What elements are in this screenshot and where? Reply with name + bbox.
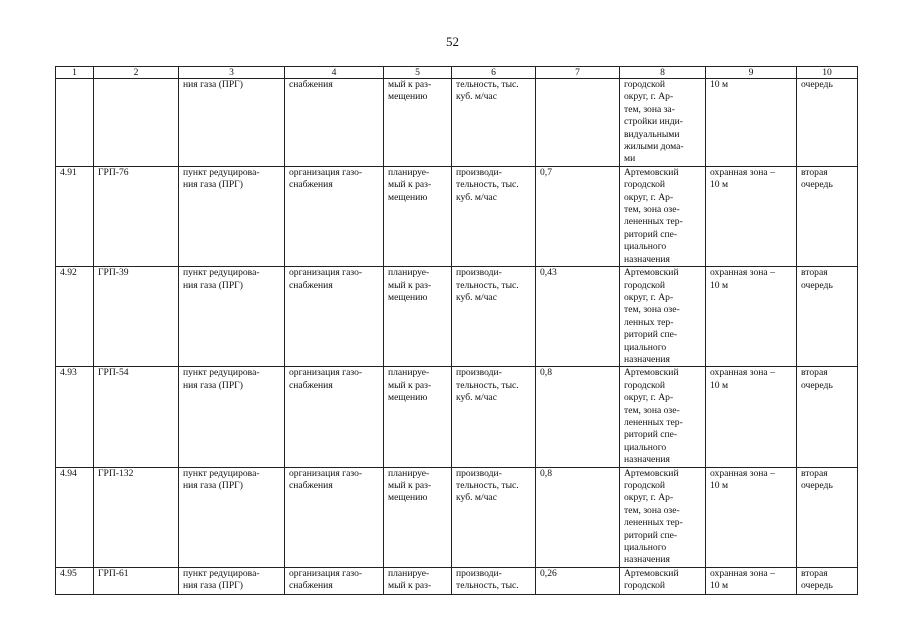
- table-row: [56, 467, 858, 567]
- stage-cell: вторая очередь: [797, 367, 858, 467]
- purpose-cell: организация газо- снабжения: [285, 166, 384, 266]
- zone-cell: охранная зона – 10 м: [706, 467, 797, 567]
- status-cell: мый к раз- мещению: [384, 79, 452, 167]
- purpose-cell: организация газо- снабжения: [285, 567, 384, 594]
- characteristic-cell: производи- тельность, тыс.: [452, 567, 536, 594]
- status-cell: планируе- мый к раз- мещению: [384, 267, 452, 367]
- column-header: 10: [797, 67, 858, 79]
- value-cell: 0,8: [536, 367, 620, 467]
- object-type-cell: пункт редуцирова- ния газа (ПРГ): [179, 567, 285, 594]
- location-cell: Артемовский городской округ, г. Ар- тем, зона озе- лененных тер- риторий спе- циального назначения: [620, 467, 706, 567]
- row-number-cell: 4.92: [56, 267, 94, 367]
- location-cell: Артемовский городской округ, г. Ар- тем, зона озе- лененных тер- риторий спе- циального назначения: [620, 367, 706, 467]
- object-type-cell: ния газа (ПРГ): [179, 79, 285, 167]
- column-header: 6: [452, 67, 536, 79]
- table-row: [56, 367, 858, 467]
- value-cell: 0,43: [536, 267, 620, 367]
- stage-cell: вторая очередь: [797, 267, 858, 367]
- status-cell: планируе- мый к раз- мещению: [384, 367, 452, 467]
- status-cell: планируе- мый к раз-: [384, 567, 452, 594]
- object-name-cell: ГРП-132: [94, 467, 179, 567]
- location-cell: Артемовский городской: [620, 567, 706, 594]
- stage-cell: вторая очередь: [797, 567, 858, 594]
- object-type-cell: пункт редуцирова- ния газа (ПРГ): [179, 166, 285, 266]
- table-row: [56, 267, 858, 367]
- value-cell: 0,8: [536, 467, 620, 567]
- location-cell: Артемовский городской округ, г. Ар- тем, зона озе- ленных тер- риторий спе- циального назначения: [620, 267, 706, 367]
- zone-cell: 10 м: [706, 79, 797, 167]
- characteristic-cell: производи- тельность, тыс. куб. м/час: [452, 367, 536, 467]
- purpose-cell: организация газо- снабжения: [285, 267, 384, 367]
- stage-cell: вторая очередь: [797, 467, 858, 567]
- table-header-row: [56, 67, 858, 79]
- row-number-cell: 4.94: [56, 467, 94, 567]
- purpose-cell: снабжения: [285, 79, 384, 167]
- object-name-cell: ГРП-61: [94, 567, 179, 594]
- table-row: [56, 166, 858, 266]
- stage-cell: очередь: [797, 79, 858, 167]
- column-header: 9: [706, 67, 797, 79]
- object-name-cell: ГРП-76: [94, 166, 179, 266]
- status-cell: планируе- мый к раз- мещению: [384, 166, 452, 266]
- column-header: 4: [285, 67, 384, 79]
- value-cell: 0,7: [536, 166, 620, 266]
- location-cell: Артемовский городской округ, г. Ар- тем, зона озе- лененных тер- риторий спе- циального назначения: [620, 166, 706, 266]
- object-name-cell: [94, 79, 179, 167]
- object-type-cell: пункт редуцирова- ния газа (ПРГ): [179, 467, 285, 567]
- page-number: 52: [446, 34, 459, 49]
- table-row: [56, 79, 858, 167]
- object-name-cell: ГРП-39: [94, 267, 179, 367]
- status-cell: планируе- мый к раз- мещению: [384, 467, 452, 567]
- row-number-cell: 4.93: [56, 367, 94, 467]
- zone-cell: охранная зона – 10 м: [706, 267, 797, 367]
- object-type-cell: пункт редуцирова- ния газа (ПРГ): [179, 367, 285, 467]
- column-header: 2: [94, 67, 179, 79]
- table-row: [56, 567, 858, 594]
- characteristic-cell: производи- тельность, тыс. куб. м/час: [452, 166, 536, 266]
- object-name-cell: ГРП-54: [94, 367, 179, 467]
- row-number-cell: 4.91: [56, 166, 94, 266]
- value-cell: [536, 79, 620, 167]
- stage-cell: вторая очередь: [797, 166, 858, 266]
- characteristic-cell: производи- тельность, тыс. куб. м/час: [452, 467, 536, 567]
- purpose-cell: организация газо- снабжения: [285, 467, 384, 567]
- characteristic-cell: тельность, тыс. куб. м/час: [452, 79, 536, 167]
- column-header: 7: [536, 67, 620, 79]
- object-type-cell: пункт редуцирова- ния газа (ПРГ): [179, 267, 285, 367]
- row-number-cell: [56, 79, 94, 167]
- column-header: 3: [179, 67, 285, 79]
- data-table: [55, 66, 858, 595]
- value-cell: 0,26: [536, 567, 620, 594]
- zone-cell: охранная зона – 10 м: [706, 567, 797, 594]
- purpose-cell: организация газо- снабжения: [285, 367, 384, 467]
- characteristic-cell: производи- тельность, тыс. куб. м/час: [452, 267, 536, 367]
- column-header: 8: [620, 67, 706, 79]
- row-number-cell: 4.95: [56, 567, 94, 594]
- column-header: 5: [384, 67, 452, 79]
- column-header: 1: [56, 67, 94, 79]
- zone-cell: охранная зона – 10 м: [706, 367, 797, 467]
- location-cell: городской округ, г. Ар- тем, зона за- стройки инди- видуальными жилыми дома- ми: [620, 79, 706, 167]
- zone-cell: охранная зона – 10 м: [706, 166, 797, 266]
